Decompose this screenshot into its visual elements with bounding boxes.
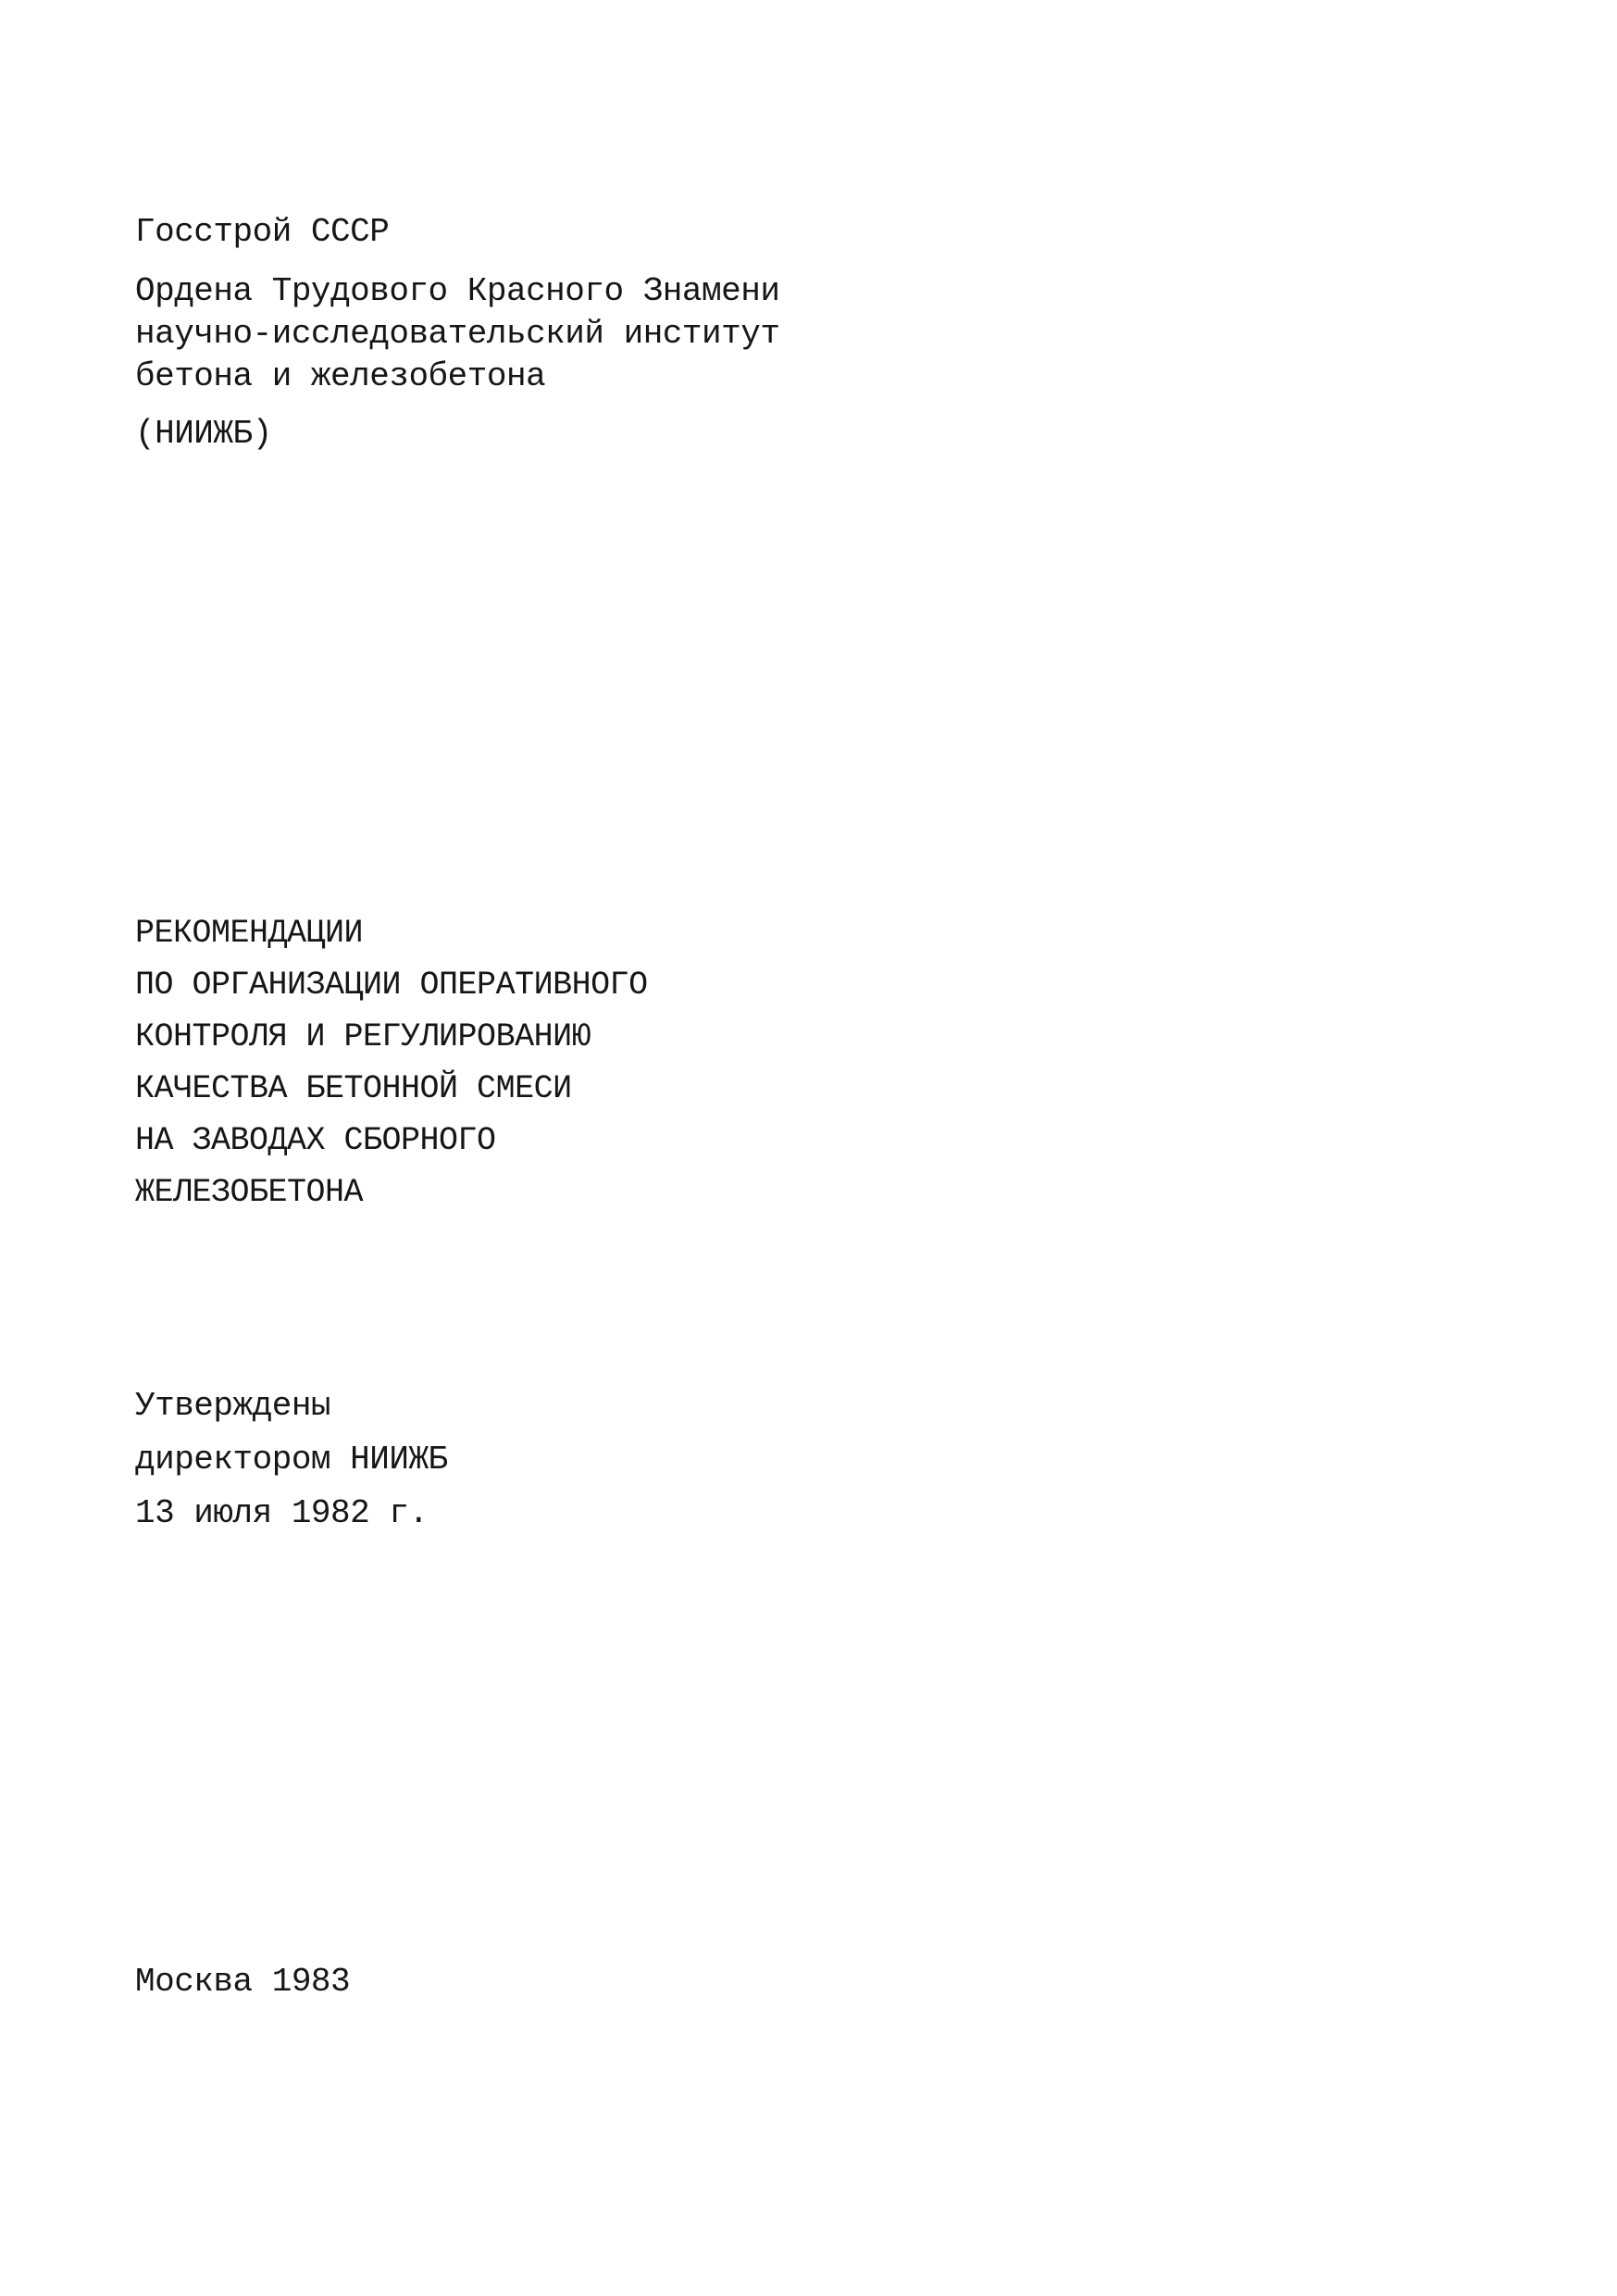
spacer [135, 254, 779, 270]
publication-place-year [135, 1963, 350, 2001]
title-line-6: ЖЕЛЕЗОБЕТОНА [135, 1174, 364, 1211]
title-line-1: РЕКОМЕНДАЦИИ [135, 915, 364, 952]
approval-date: 13 июля 1982 г. [135, 1494, 429, 1532]
institute-abbreviation: (НИИЖБ) [135, 415, 272, 453]
title-line-2: ПО ОРГАНИЗАЦИИ ОПЕРАТИВНОГО [135, 967, 648, 1004]
institute-line-1: Ордена Трудового Красного Знамени [135, 272, 780, 310]
document-title [135, 907, 648, 1218]
title-line-3: КОНТРОЛЯ И РЕГУЛИРОВАНИЮ [135, 1018, 591, 1055]
agency-name: Госстрой СССР [135, 213, 390, 251]
title-line-5: НА ЗАВОДАХ СБОРНОГО [135, 1122, 496, 1159]
approval-line-1: Утверждены [135, 1387, 331, 1425]
organization-header [135, 211, 779, 455]
approval-line-2: директором НИИЖБ [135, 1441, 448, 1479]
institute-line-2: научно-исследовательский институт [135, 315, 780, 353]
approval-note [135, 1379, 448, 1541]
city-year: Москва 1983 [135, 1963, 351, 2001]
institute-line-3: бетона и железобетона [135, 357, 546, 395]
title-line-4: КАЧЕСТВА БЕТОННОЙ СМЕСИ [135, 1070, 572, 1107]
